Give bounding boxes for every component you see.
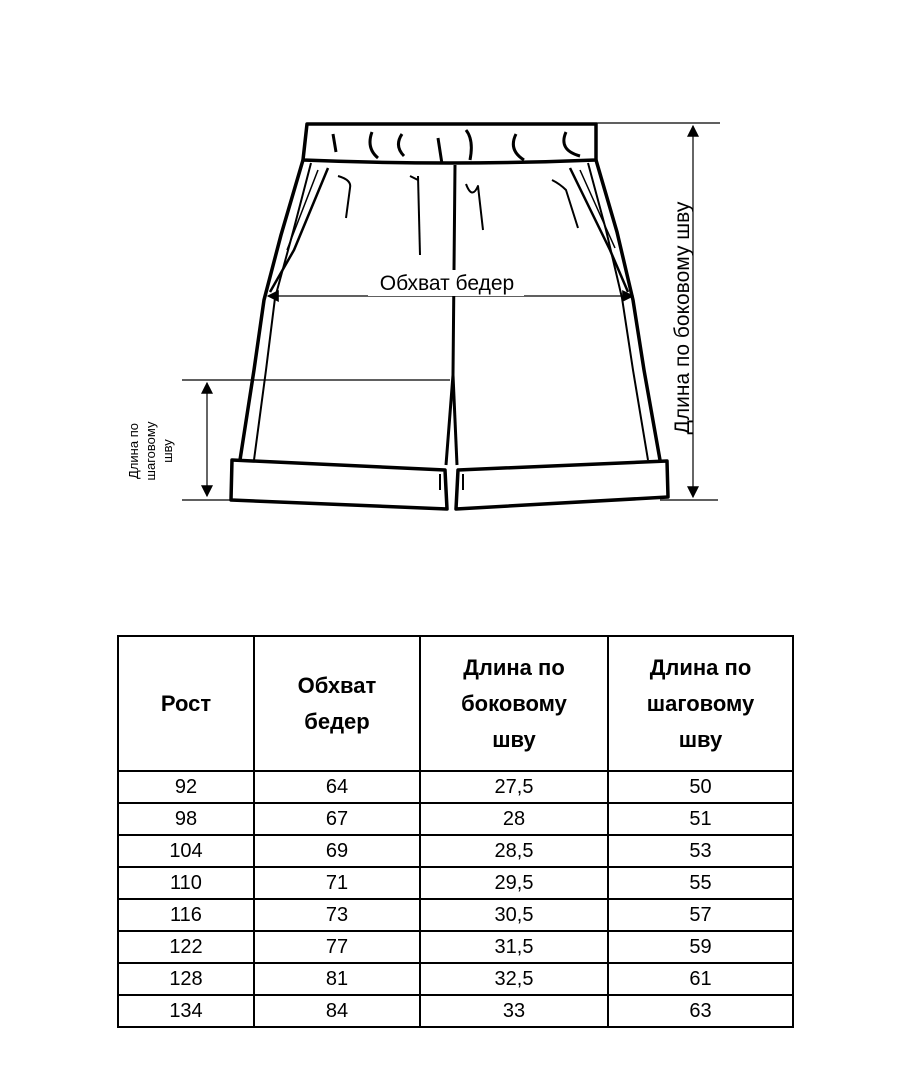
- cell-side-seam-length: 31,5: [420, 931, 608, 963]
- cell-inseam-length: 57: [608, 899, 793, 931]
- cell-inseam-length: 53: [608, 835, 793, 867]
- right-cuff: [456, 461, 668, 509]
- header-hip-girth: [254, 636, 420, 771]
- cell-side-seam-length: 29,5: [420, 867, 608, 899]
- cell-hip-girth: 71: [254, 867, 420, 899]
- table-row: [118, 835, 793, 867]
- cell-side-seam-length: 28,5: [420, 835, 608, 867]
- header-side-seam-length-line: Длина по: [463, 654, 565, 680]
- inseam-label: [126, 421, 175, 480]
- cell-hip-girth: 77: [254, 931, 420, 963]
- inseam-label-line-3: шву: [160, 439, 175, 463]
- side-seam-label: Длина по боковому шву: [671, 201, 694, 435]
- cell-inseam-length: 63: [608, 995, 793, 1027]
- header-inseam-length-line: шву: [678, 726, 723, 752]
- size-table-header-row: [118, 636, 793, 771]
- cell-inseam-length: 51: [608, 803, 793, 835]
- cell-hip-girth: 69: [254, 835, 420, 867]
- table-row: [118, 995, 793, 1027]
- inseam-label-line-1: Длина по: [126, 423, 141, 479]
- table-row: [118, 867, 793, 899]
- header-height: [118, 636, 254, 771]
- cell-hip-girth: 84: [254, 995, 420, 1027]
- header-side-seam-length: [420, 636, 608, 771]
- table-row: [118, 771, 793, 803]
- cell-side-seam-length: 27,5: [420, 771, 608, 803]
- cell-height: 110: [118, 867, 254, 899]
- cell-side-seam-length: 28: [420, 803, 608, 835]
- header-inseam-length-line: шаговому: [646, 690, 755, 716]
- cell-height: 92: [118, 771, 254, 803]
- right-pocket: [570, 168, 628, 292]
- left-pocket: [270, 168, 328, 292]
- cell-side-seam-length: 32,5: [420, 963, 608, 995]
- cell-hip-girth: 64: [254, 771, 420, 803]
- size-table: [117, 635, 794, 1028]
- cell-inseam-length: 61: [608, 963, 793, 995]
- cell-hip-girth: 81: [254, 963, 420, 995]
- cell-height: 134: [118, 995, 254, 1027]
- shorts-outline: [231, 124, 668, 509]
- cell-height: 98: [118, 803, 254, 835]
- cell-height: 128: [118, 963, 254, 995]
- header-hip-girth-line: Обхват: [297, 672, 377, 698]
- cell-height: 104: [118, 835, 254, 867]
- header-side-seam-length-line: боковому: [461, 690, 567, 716]
- left-side-seam: [240, 160, 303, 460]
- cell-height: 116: [118, 899, 254, 931]
- left-cuff: [231, 460, 447, 509]
- header-height-line: Рост: [160, 690, 212, 716]
- waistband: [303, 124, 596, 163]
- cell-inseam-length: 59: [608, 931, 793, 963]
- table-row: [118, 803, 793, 835]
- header-inseam-length-line: Длина по: [649, 654, 752, 680]
- table-row: [118, 963, 793, 995]
- header-inseam-length: [608, 636, 793, 771]
- inseam-label-line-2: шаговому: [143, 421, 158, 481]
- hip-label: Обхват бедер: [379, 272, 515, 295]
- cell-hip-girth: 67: [254, 803, 420, 835]
- cell-hip-girth: 73: [254, 899, 420, 931]
- cell-inseam-length: 50: [608, 771, 793, 803]
- size-table-body: [118, 771, 793, 1027]
- right-side-seam: [596, 160, 660, 460]
- cell-height: 122: [118, 931, 254, 963]
- table-row: [118, 899, 793, 931]
- header-hip-girth-line: бедер: [304, 708, 370, 734]
- cell-side-seam-length: 33: [420, 995, 608, 1027]
- cell-side-seam-length: 30,5: [420, 899, 608, 931]
- header-side-seam-length-line: шву: [492, 726, 536, 752]
- table-row: [118, 931, 793, 963]
- cell-inseam-length: 55: [608, 867, 793, 899]
